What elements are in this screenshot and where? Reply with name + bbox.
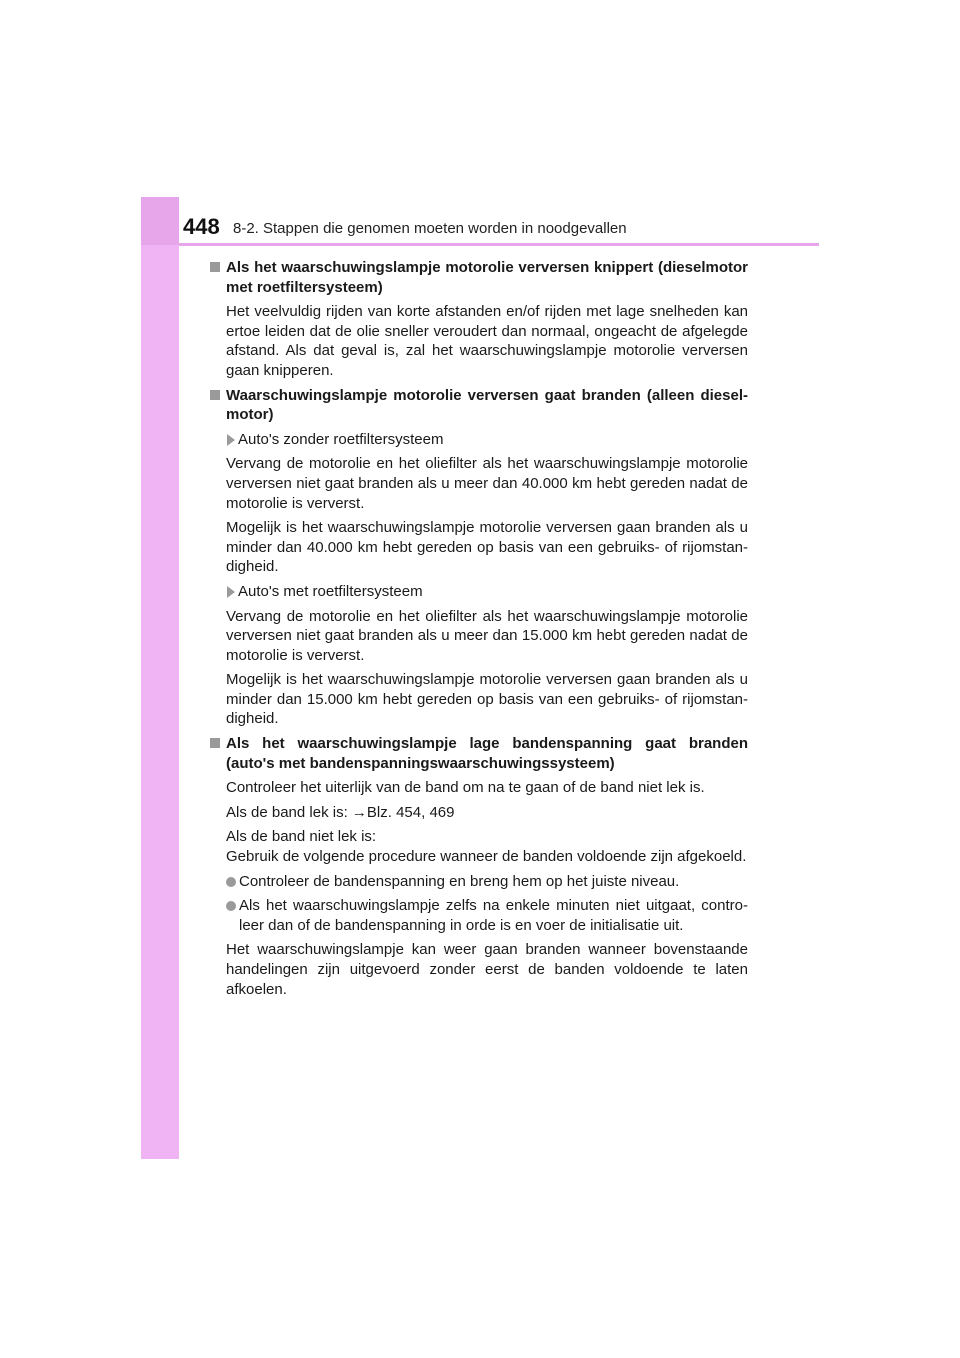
- square-bullet-icon: [210, 390, 220, 400]
- section-heading-flashing-oil: [210, 258, 748, 297]
- subheading-without-filter: [226, 430, 748, 450]
- paragraph: Als de band niet lek is:: [226, 828, 377, 846]
- triangle-arrow-icon: [227, 586, 235, 598]
- square-bullet-icon: [210, 262, 220, 272]
- chapter-sidebar-tab: [141, 197, 179, 1159]
- paragraph: Vervang de motorolie en het oliefilter als het waarschuwingslampje motorolie verversen niet gaat branden als u meer dan 15.000 km hebt gereden nadat de motorolie is ververst.: [226, 607, 748, 664]
- section-heading-tire-pressure: [210, 734, 748, 773]
- subheading-text: Auto's met roetfiltersysteem: [238, 582, 423, 600]
- list-item: [226, 896, 748, 935]
- heading-text: Als het waarschuwingslampje lage bandenspanning gaat branden (auto's met bandenspanningswaarschuwingssysteem): [226, 735, 748, 772]
- page-number: 448: [183, 214, 220, 239]
- page-content: [210, 254, 748, 1004]
- list-item: [226, 872, 748, 892]
- header-divider: [179, 243, 819, 246]
- square-bullet-icon: [210, 738, 220, 748]
- paragraph: Mogelijk is het waarschuwingslampje motorolie verversen gaan branden als u minder dan 15.000 km hebt gereden op basis van een gebruiks- of rijomstandigheid.: [226, 671, 748, 728]
- paragraph: Vervang de motorolie en het oliefilter als het waarschuwingslampje motorolie verversen niet gaat branden als u meer dan 40.000 km hebt gereden nadat de motorolie is ververst.: [226, 455, 748, 512]
- triangle-arrow-icon: [227, 434, 235, 446]
- heading-text: Waarschuwingslampje motorolie verversen gaat branden (alleen dieselmotor): [226, 386, 748, 424]
- subheading-text: Auto's zonder roetfiltersysteem: [238, 430, 444, 448]
- section-heading-oil-lit: [210, 386, 748, 425]
- paragraph: Het veelvuldig rijden van korte afstanden en/of rijden met lage snelheden kan ertoe leiden dat de olie sneller veroudert dan normaal, ongeacht de afgelegde afstand. Als dat geval is, zal het waarschuwingslampje motorolie verversen gaan knipperen.: [226, 303, 748, 379]
- round-bullet-icon: [226, 901, 236, 911]
- heading-text: Als het waarschuwingslampje motorolie verversen knippert (dieselmotor met roetfiltersysteem): [226, 259, 748, 296]
- paragraph: Gebruik de volgende procedure wanneer de banden voldoende zijn afgekoeld.: [226, 848, 747, 866]
- subheading-with-filter: [226, 582, 748, 602]
- list-item-text: Controleer de bandenspanning en breng hem op het juiste niveau.: [239, 872, 680, 890]
- section-title: 8-2. Stappen die genomen moeten worden in noodgevallen: [233, 220, 627, 237]
- paragraph: Het waarschuwingslampje kan weer gaan branden wanneer bovenstaande handelingen zijn uitgevoerd zonder eerst de banden voldoende te laten afkoelen.: [226, 941, 748, 998]
- list-item-text: Als het waarschuwingslampje zelfs na enkele minuten niet uitgaat, controleer dan of de bandenspanning in orde is en voer de initialisatie uit.: [239, 897, 748, 934]
- paragraph: Controleer het uiterlijk van de band om na te gaan of de band niet lek is.: [226, 779, 705, 797]
- paragraph: Mogelijk is het waarschuwingslampje motorolie verversen gaan branden als u minder dan 40.000 km hebt gereden op basis van een gebruiks- of rijomstandigheid.: [226, 519, 748, 576]
- page-number-band: [141, 197, 179, 245]
- round-bullet-icon: [226, 877, 236, 887]
- paragraph-page-reference: Als de band lek is: →Blz. 454, 469: [226, 803, 455, 821]
